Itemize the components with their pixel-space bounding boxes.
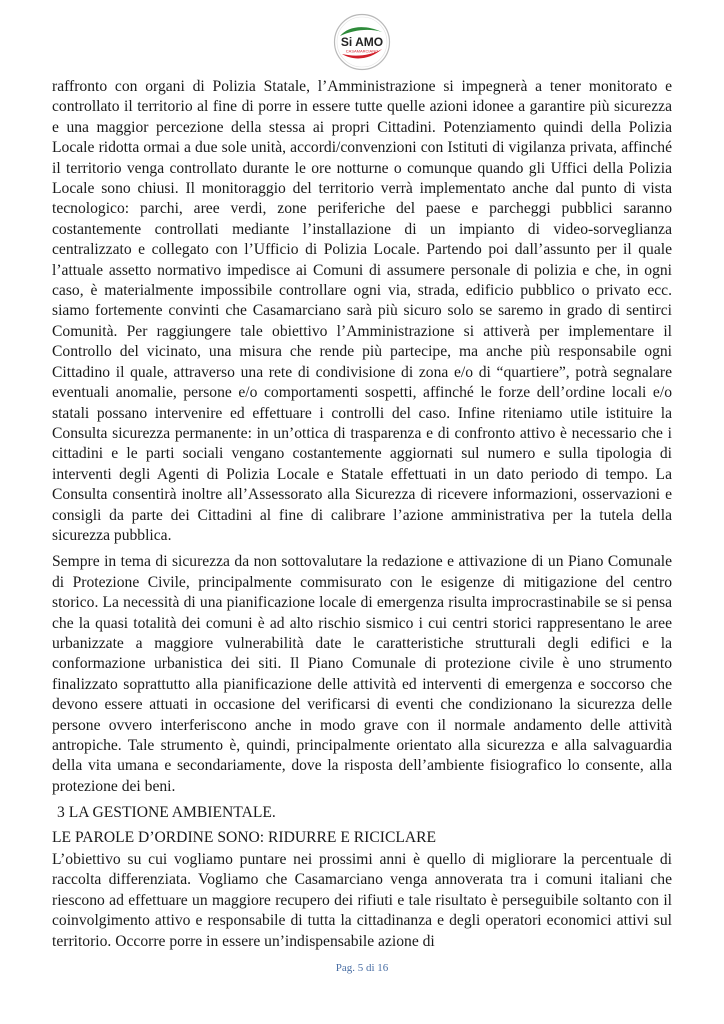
- paragraph-security-plan: raffronto con organi di Polizia Statale, l’Amministrazione si impegnerà a tener monitorato e controllato il territorio al fine di porre in essere tutte quelle azioni idonee a garantire più sicurezza e una maggior percezione della stessa ai propri Cittadini. Potenziamento quindi della Polizia Locale ridotta ormai a due sole unità, accordi/convenzioni con Istituti di vigilanza privata, affinché il territorio venga controllato durante le ore notturne o comunque quando gli Uffici della Polizia Locale sono chiusi. Il monitoraggio del territorio verrà implementato anche dal punto di vista tecnologico: parchi, aree verdi, zone periferiche del paese e parcheggi pubblici saranno costantemente controllati mediante l’installazione di un impianto di video-sorveglianza centralizzato e collegato con l’Ufficio di Polizia Locale. Partendo poi dall’assunto per il quale l’attuale assetto normativo impedisce ai Comuni di assumere personale di polizia e che, in ogni caso, è materialmente impossibile controllare ogni via, strada, edificio pubblico o privato ecc. siamo fortemente convinti che Casamarciano sarà più sicuro solo se saremo in grado di sentirci Comunità. Per raggiungere tale obiettivo l’Amministrazione si attiverà per implementare il Controllo del vicinato, una misura che rende più partecipe, ma anche più responsabile ogni Cittadino il quale, attraverso una rete di condivisione di zona e/o di “quartiere”, potrà segnalare eventuali anomalie, persone e/o comportamenti sospetti, affinché le forze dell’ordine locali e/o statali possano intervenire ed effettuare i controlli del caso. Infine riteniamo utile istituire la Consulta sicurezza permanente: in un’ottica di trasparenza e di confronto attivo è necessario che i cittadini e le parti sociali vengano costantemente aggiornati sul numero e sulla tipologia di interventi degli Agenti di Polizia Locale e Statale effettuati in un dato periodo di tempo. La Consulta consentirà inoltre all’Assessorato alla Sicurezza di ricevere informazioni, osservazioni e consigli da parte dei Cittadini al fine di calibrare l’azione amministrativa per la tutela della sicurezza pubblica.: [52, 78, 672, 544]
- page-number: Pag. 5 di 16: [335, 962, 389, 974]
- logo-sub-text: CASAMARCIANO: [345, 48, 379, 54]
- section-subheading: LE PAROLE D’ORDINE SONO: RIDURRE E RICICLARE: [52, 828, 437, 846]
- siamo-casamarciano-logo: [333, 13, 391, 71]
- logo-main-text: Si AMO: [340, 35, 384, 49]
- section-heading: 3 LA GESTIONE AMBIENTALE.: [57, 804, 276, 822]
- document-body: [52, 77, 672, 952]
- paragraph-waste-management: L’obiettivo su cui vogliamo puntare nei prossimi anni è quello di migliorare la percentuale di raccolta differenziata. Vogliamo che Casamarciano venga annoverata tra i comuni italiani che riescono ad effettuare un maggiore recupero dei rifiuti e tale risultato è perseguibile soltanto con il coinvolgimento attivo e responsabile di tutta la cittadinanza e degli operatori economici attivi sul territorio. Occorre porre in essere un’indispensabile azione di: [52, 851, 672, 950]
- paragraph-civil-protection: Sempre in tema di sicurezza da non sottovalutare la redazione e attivazione di un Piano Comunale di Protezione Civile, principalmente commisurato con le esigenze di mitigazione del centro storico. La necessità di una pianificazione locale di emergenza risulta improcrastinabile se si pensa che la quasi totalità dei comuni è ad alto rischio sismico i cui centri storici rappresentano le aree urbanizzate a maggiore vulnerabilità date le caratteristiche strutturali degli edifici e la conformazione urbanistica dei siti. Il Piano Comunale di protezione civile è uno strumento finalizzato soprattutto alla pianificazione delle attività ed interventi di emergenza e soccorso che devono essere attuati in occasione del verificarsi di eventi che condizionano la sicurezza delle persone ovvero interferiscono anche in modo grave con il normale andamento delle attività antropiche. Tale strumento è, quindi, principalmente orientato alla sicurezza e alla salvaguardia della vita umana e secondariamente, dove la risposta dell’ambiente fisiografico lo consente, alla protezione dei beni.: [52, 553, 672, 795]
